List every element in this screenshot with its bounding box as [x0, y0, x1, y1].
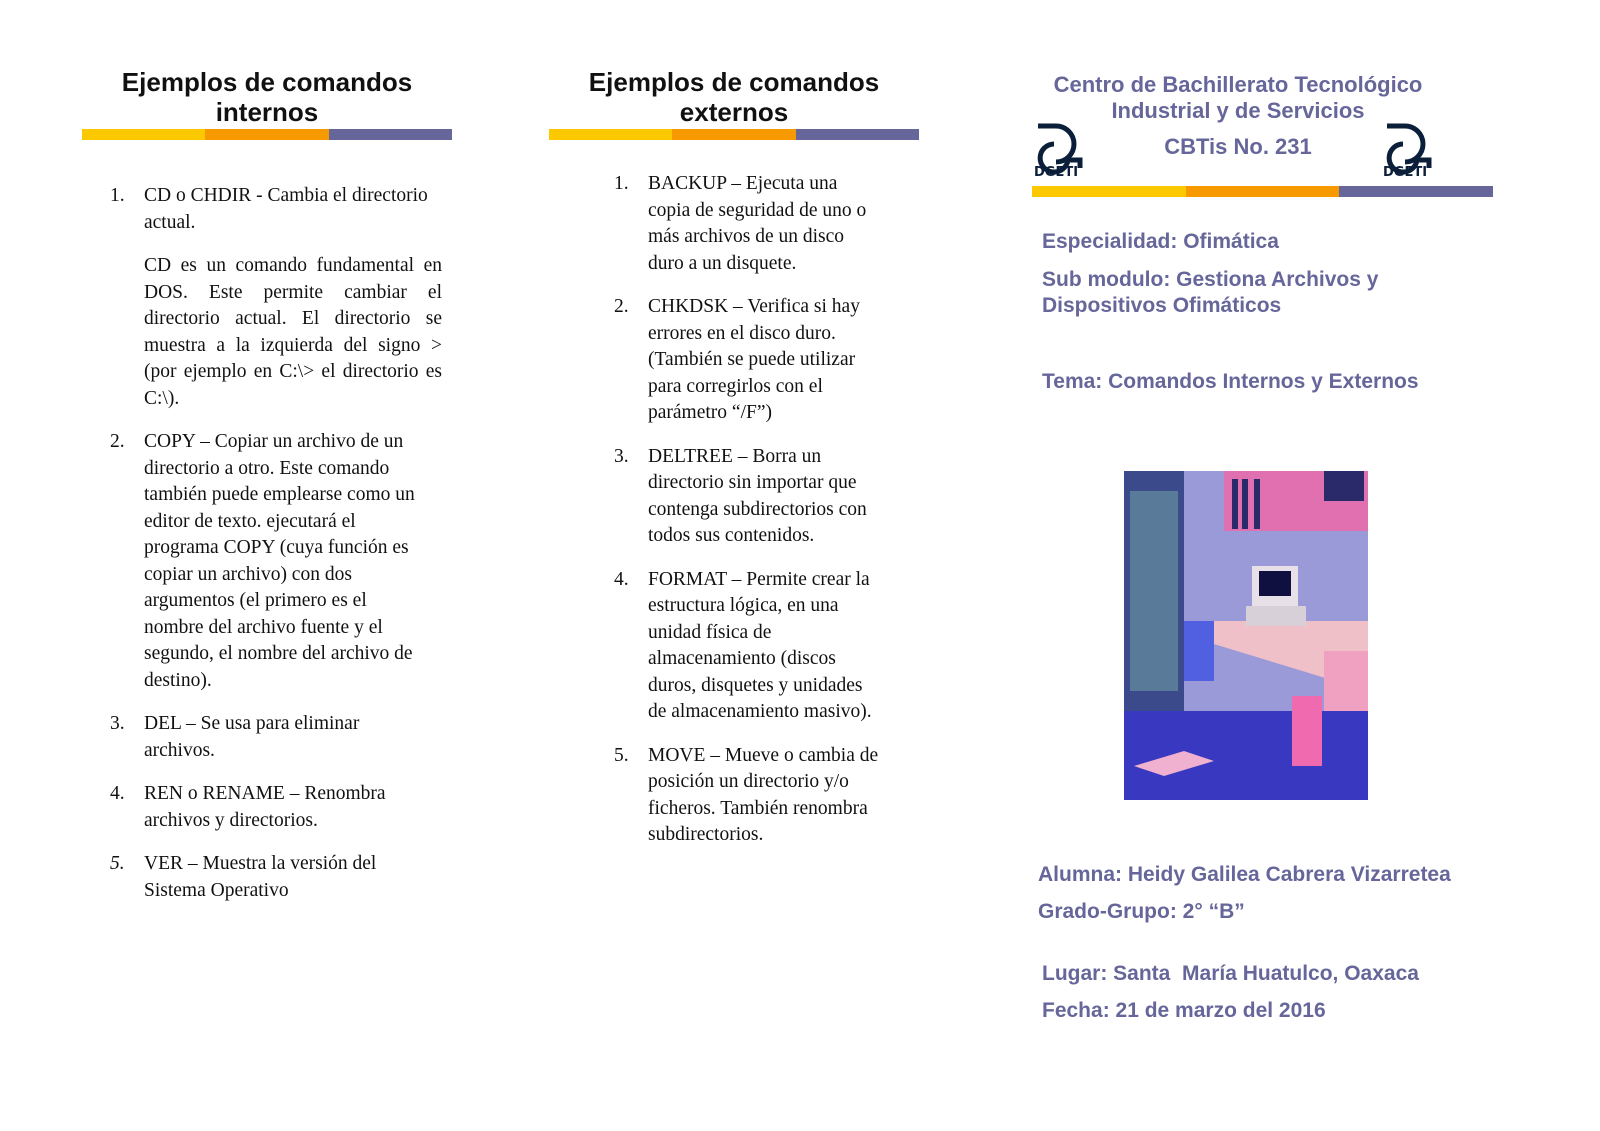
fecha: Fecha: 21 de marzo del 2016	[1042, 999, 1326, 1022]
internos-panel	[82, 67, 452, 140]
list-item: 5. VER – Muestra la versión del Sistema Operativo	[110, 853, 377, 901]
list-item: 1. CD o CHDIR - Cambia el directorio actual. CD es un comando fundamental en DOS. Este permite cambiar el directorio actual. El directorio se muestra a la izquierda del signo > (por ejemplo en C:\> el directorio es C:\).	[110, 183, 442, 412]
list-item: 5. MOVE – Mueve o cambia de posición un directorio y/o ficheros. También renombra subdirectorios.	[614, 744, 879, 845]
alumna: Alumna: Heidy Galilea Cabrera Vizarretea	[1038, 863, 1451, 886]
list-item: 3. DELTREE – Borra un directorio sin importar que contenga subdirectorios con todos sus contenidos.	[614, 445, 867, 546]
cd-detail: CD es un comando fundamental en DOS. Este permite cambiar el directorio actual. El directorio se muestra a la izquierda del signo > (por ejemplo en C:\> el directorio es C:\).	[144, 255, 442, 409]
grado-grupo: Grado-Grupo: 2° “B”	[1038, 900, 1245, 923]
especialidad: Especialidad: Ofimática	[1042, 230, 1279, 253]
svg-text:DGETI: DGETI	[1383, 165, 1428, 178]
internos-list	[110, 183, 442, 921]
color-bar	[549, 129, 919, 140]
dgeti-logo-right	[1383, 120, 1439, 178]
submodulo: Sub modulo: Gestiona Archivos y Dispositivos Ofimáticos	[1042, 268, 1379, 317]
school-name: Centro de Bachillerato Tecnológico Industrial y de Servicios CBTis No. 231	[1053, 72, 1423, 159]
office-illustration	[1124, 471, 1368, 800]
externos-panel	[549, 67, 919, 140]
list-item: 4. REN o RENAME – Renombra archivos y directorios.	[110, 783, 386, 831]
externos-title: Ejemplos de comandos externos	[588, 67, 880, 127]
lugar: Lugar: Santa María Huatulco, Oaxaca	[1042, 962, 1419, 985]
color-bar	[1032, 186, 1493, 197]
svg-text:DGETI: DGETI	[1034, 165, 1079, 178]
dgeti-logo-left	[1034, 120, 1090, 178]
externos-list	[614, 171, 880, 866]
list-item: 2. CHKDSK – Verifica si hay errores en el disco duro. (También se puede utilizar para corregirlos con el parámetro “/F”)	[614, 296, 860, 423]
list-item: 1. BACKUP – Ejecuta una copia de seguridad de uno o más archivos de un disco duro a un disquete.	[614, 173, 867, 274]
color-bar	[82, 129, 452, 140]
list-item: 4. FORMAT – Permite crear la estructura lógica, en una unidad física de almacenamiento (discos duros, disquetes y unidades de almacenamiento masivo).	[614, 568, 872, 722]
tema: Tema: Comandos Internos y Externos	[1042, 370, 1419, 393]
list-item: 2. COPY – Copiar un archivo de un directorio a otro. Este comando también puede emplearse como un editor de texto. ejecutará el programa COPY (cuya función es copiar un archivo) con dos argumentos (el primero es el nombre del archivo fuente y el segundo, el nombre del archivo de destino).	[110, 431, 415, 691]
internos-title: Ejemplos de comandos internos	[121, 67, 413, 127]
list-item: 3. DEL – Se usa para eliminar archivos.	[110, 713, 360, 761]
